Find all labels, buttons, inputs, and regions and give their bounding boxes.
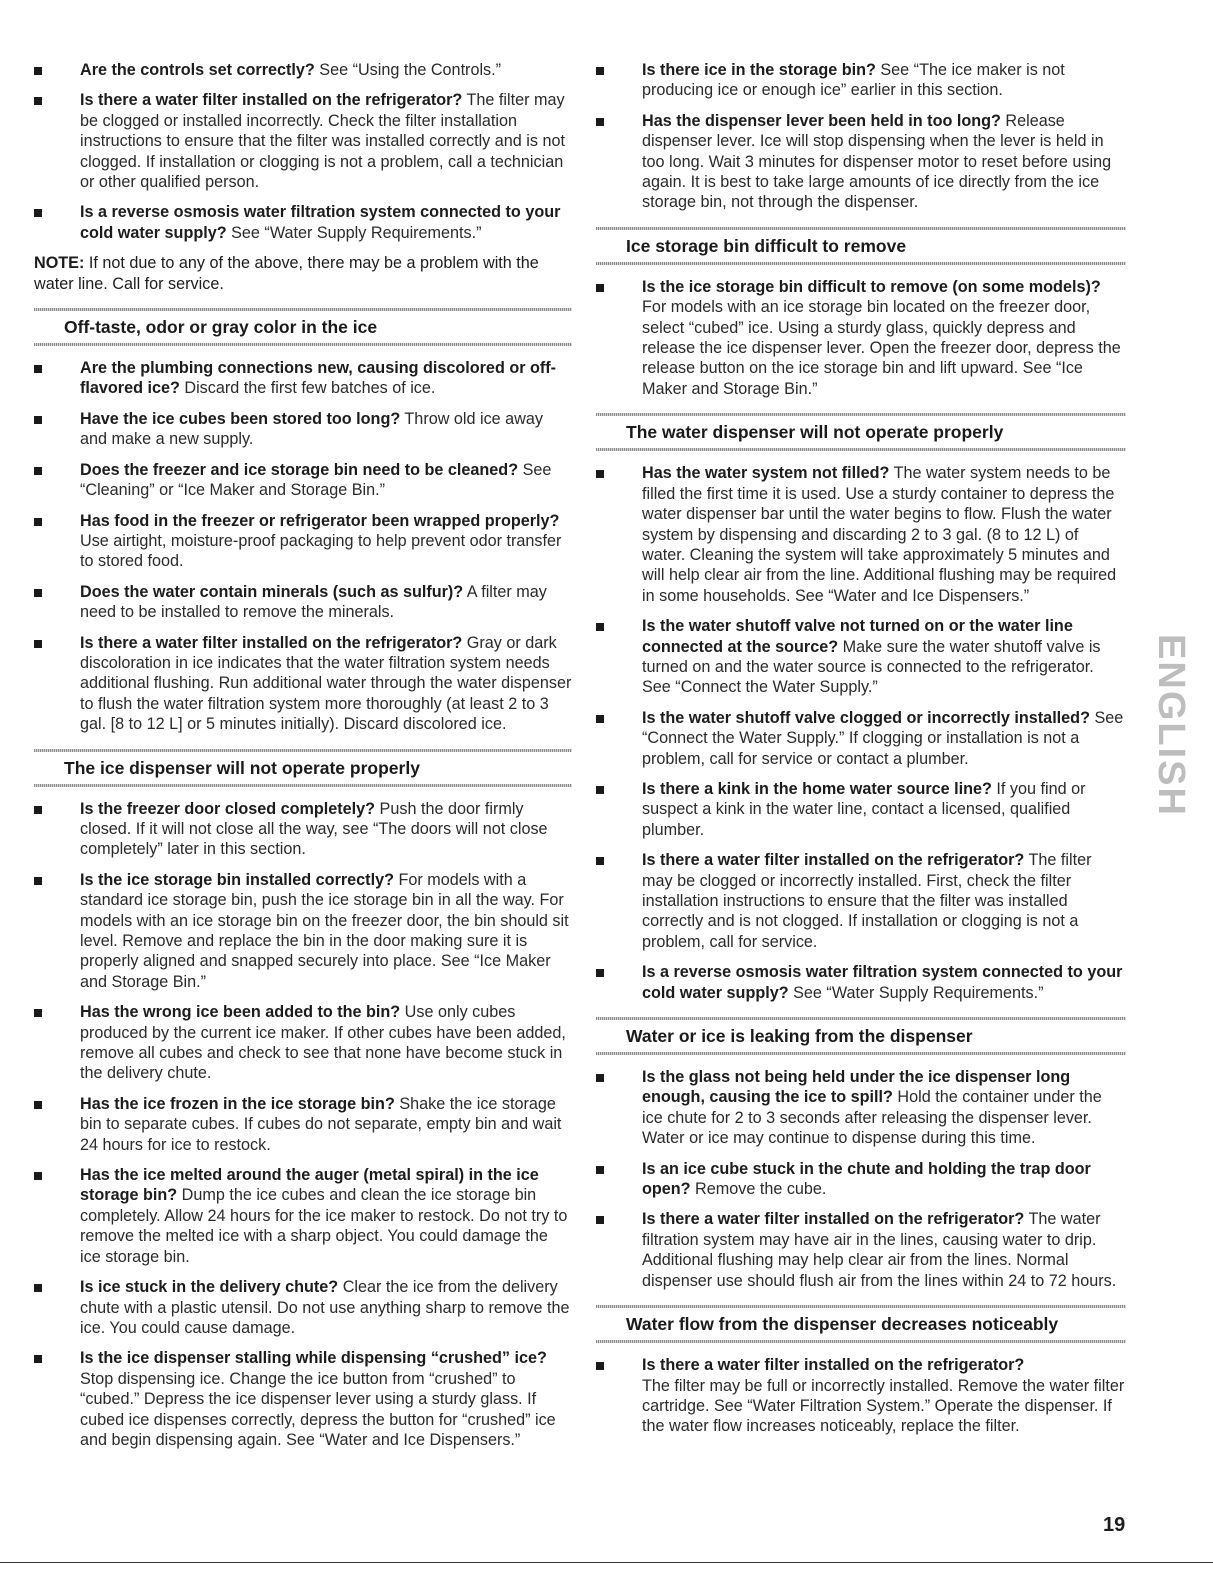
list-item: Does the freezer and ice storage bin need to be cleaned? See “Cleaning” or “Ice Maker and Storage Bin.” — [34, 460, 572, 501]
left-column — [34, 60, 572, 1460]
list-item: Is an ice cube stuck in the chute and holding the trap door open? Remove the cube. — [596, 1159, 1126, 1200]
list-item: Has food in the freezer or refrigerator been wrapped properly? Use airtight, moisture-proof packaging to help prevent odor transfer to stored food. — [34, 511, 572, 572]
list-item: Is there a water filter installed on the refrigerator? The filter may be full or incorrectly installed. Remove the water filter cartridge. See “Water Filtration System.” Operate the dispenser. If the water flow increases noticeably, replace the filter. — [596, 1355, 1126, 1437]
bullet-icon — [34, 467, 42, 475]
bullet-icon — [34, 1284, 42, 1292]
list-item: Is there a kink in the home water source line? If you find or suspect a kink in the water line, contact a licensed, qualified plumber. — [596, 779, 1126, 840]
section-heading: Ice storage bin difficult to remove — [596, 227, 1126, 265]
bullet-icon — [596, 470, 604, 478]
bullet-icon — [34, 416, 42, 424]
list-item: Is there ice in the storage bin? See “The ice maker is not producing ice or enough ice” earlier in this section. — [596, 60, 1126, 101]
section-heading: The ice dispenser will not operate properly — [34, 749, 572, 787]
bullet-icon — [596, 969, 604, 977]
section-heading: Water flow from the dispenser decreases noticeably — [596, 1305, 1126, 1343]
bullet-icon — [34, 518, 42, 526]
language-side-tab: ENGLISH — [1149, 633, 1192, 817]
bullet-icon — [596, 857, 604, 865]
note-paragraph: NOTE: If not due to any of the above, there may be a problem with the water line. Call for service. — [34, 254, 539, 293]
section-heading: Off-taste, odor or gray color in the ice — [34, 308, 572, 346]
bullet-icon — [34, 806, 42, 814]
divider — [596, 448, 1126, 451]
section-heading: The water dispenser will not operate properly — [596, 413, 1126, 451]
list-item: Is the ice storage bin installed correctly? For models with a standard ice storage bin, push the ice storage bin in all the way. For models with an ice storage bin on the freezer door, the bin should sit level. Remove and replace the bin in the door making sure it is properly aligned and snapped securely into place. See “Ice Maker and Storage Bin.” — [34, 870, 572, 992]
left-top-items — [34, 60, 572, 243]
list-item: Is there a water filter installed on the refrigerator? The filter may be clogged or installed incorrectly. Check the filter installation instructions to ensure that the filter was installed correctly and is not clogged. If installation or clogging is not a problem, call a technician or other qualified person. — [34, 90, 572, 192]
list-item: Has the ice melted around the auger (metal spiral) in the ice storage bin? Dump the ice cubes and clean the ice storage bin completely. Allow 24 hours for the ice maker to restock. Do not try to remove the melted ice with a sharp object. You could damage the ice storage bin. — [34, 1165, 572, 1267]
bullet-icon — [34, 365, 42, 373]
list-item: Is there a water filter installed on the refrigerator? Gray or dark discoloration in ice indicates that the water filtration system needs additional flushing. Run additional water through the water dispenser to flush the water filtration system more thoroughly (at least 2 to 3 gal. [8 to 12 L] or 5 minutes initially). Discard discolored ice. — [34, 633, 572, 735]
divider — [0, 1562, 1213, 1563]
bullet-icon — [596, 786, 604, 794]
list-item: Has the dispenser lever been held in too long? Release dispenser lever. Ice will stop dispensing when the lever is held in too long. Wait 3 minutes for dispenser motor to reset before using again. It is best to take large amounts of ice directly from the ice storage bin, not through the dispenser. — [596, 111, 1126, 213]
bullet-icon — [34, 209, 42, 217]
bullet-icon — [34, 1101, 42, 1109]
list-item: Is the glass not being held under the ice dispenser long enough, causing the ice to spill? Hold the container under the ice chute for 2 to 3 seconds after releasing the dispenser lever. Water or ice may continue to dispense during this time. — [596, 1067, 1126, 1149]
list-item: Have the ice cubes been stored too long? Throw old ice away and make a new supply. — [34, 409, 572, 450]
list-item: Does the water contain minerals (such as sulfur)? A filter may need to be installed to remove the minerals. — [34, 582, 572, 623]
bullet-icon — [34, 640, 42, 648]
list-item: Is the ice storage bin difficult to remove (on some models)? For models with an ice storage bin located on the freezer door, select “cubed” ice. Using a sturdy glass, quickly depress and release the ice dispenser lever. Open the freezer door, depress the release button on the ice storage bin and lift upward. See “Ice Maker and Storage Bin.” — [596, 277, 1126, 399]
list-item: Are the plumbing connections new, causing discolored or off-flavored ice? Discard the first few batches of ice. — [34, 358, 572, 399]
bullet-icon — [596, 1074, 604, 1082]
list-item: Is there a water filter installed on the refrigerator? The filter may be clogged or incorrectly installed. First, check the filter installation instructions to ensure that the filter was installed correctly and is not clogged. If installation or clogging is not a problem, call for service. — [596, 850, 1126, 952]
bullet-icon — [596, 284, 604, 292]
list-item: Has the water system not filled? The water system needs to be filled the first time it is used. Use a sturdy container to depress the water dispenser bar until the water begins to flow. Flush the water system by dispensing and discarding 2 to 3 gal. (8 to 12 L) of water. Cleaning the system will take approximately 5 minutes and will help clear air from the line. Additional flushing may be required in some households. See “Water and Ice Dispensers.” — [596, 463, 1126, 606]
bullet-icon — [596, 623, 604, 631]
section-heading: Water or ice is leaking from the dispenser — [596, 1017, 1126, 1055]
bullet-icon — [596, 67, 604, 75]
list-item: Has the ice frozen in the ice storage bin? Shake the ice storage bin to separate cubes. If cubes do not separate, empty bin and wait 24 hours for ice to restock. — [34, 1094, 572, 1155]
list-item: Is the water shutoff valve not turned on or the water line connected at the source? Make sure the water shutoff valve is turned on and the water source is connected to the refrigerator. See “Connect the Water Supply.” — [596, 616, 1126, 698]
bullet-icon — [596, 1166, 604, 1174]
list-item: Is the ice dispenser stalling while dispensing “crushed” ice? Stop dispensing ice. Change the ice button from “crushed” to “cubed.” Depress the ice dispenser lever using a sturdy glass. If cubed ice dispenses correctly, depress the button for “crushed” ice and begin dispensing again. See “Water and Ice Dispensers.” — [34, 1348, 572, 1450]
divider — [596, 262, 1126, 265]
bullet-icon — [34, 1009, 42, 1017]
bullet-icon — [34, 1355, 42, 1363]
divider — [596, 1340, 1126, 1343]
list-item: Is the freezer door closed completely? Push the door firmly closed. If it will not close all the way, see “The doors will not close completely” later in this section. — [34, 799, 572, 860]
right-column — [596, 60, 1126, 1447]
bullet-icon — [596, 1362, 604, 1370]
list-item: Is the water shutoff valve clogged or incorrectly installed? See “Connect the Water Supply.” If clogging or installation is not a problem, call for service or contact a plumber. — [596, 708, 1126, 769]
bullet-icon — [34, 589, 42, 597]
list-item: Is there a water filter installed on the refrigerator? The water filtration system may have air in the lines, causing water to drip. Additional flushing may help clear air from the lines. Normal dispenser use should flush air from the lines within 24 to 72 hours. — [596, 1209, 1126, 1291]
list-item: Has the wrong ice been added to the bin? Use only cubes produced by the current ice maker. If other cubes have been added, remove all cubes and check to see that none have become stuck in the delivery chute. — [34, 1002, 572, 1084]
bullet-icon — [596, 118, 604, 126]
list-item: Is a reverse osmosis water filtration system connected to your cold water supply? See “Water Supply Requirements.” — [596, 962, 1126, 1003]
divider — [596, 1052, 1126, 1055]
divider — [34, 784, 572, 787]
bullet-icon — [596, 1216, 604, 1224]
bullet-icon — [34, 1172, 42, 1180]
bullet-icon — [34, 97, 42, 105]
list-item: Is ice stuck in the delivery chute? Clear the ice from the delivery chute with a plastic utensil. Do not use anything sharp to remove the ice. You could cause damage. — [34, 1277, 572, 1338]
divider — [34, 343, 572, 346]
bullet-icon — [34, 67, 42, 75]
bullet-icon — [596, 715, 604, 723]
bullet-icon — [34, 877, 42, 885]
list-item: Are the controls set correctly? See “Using the Controls.” — [34, 60, 572, 80]
list-item: Is a reverse osmosis water filtration system connected to your cold water supply? See “Water Supply Requirements.” — [34, 202, 572, 243]
page-number: 19 — [1103, 1514, 1126, 1536]
